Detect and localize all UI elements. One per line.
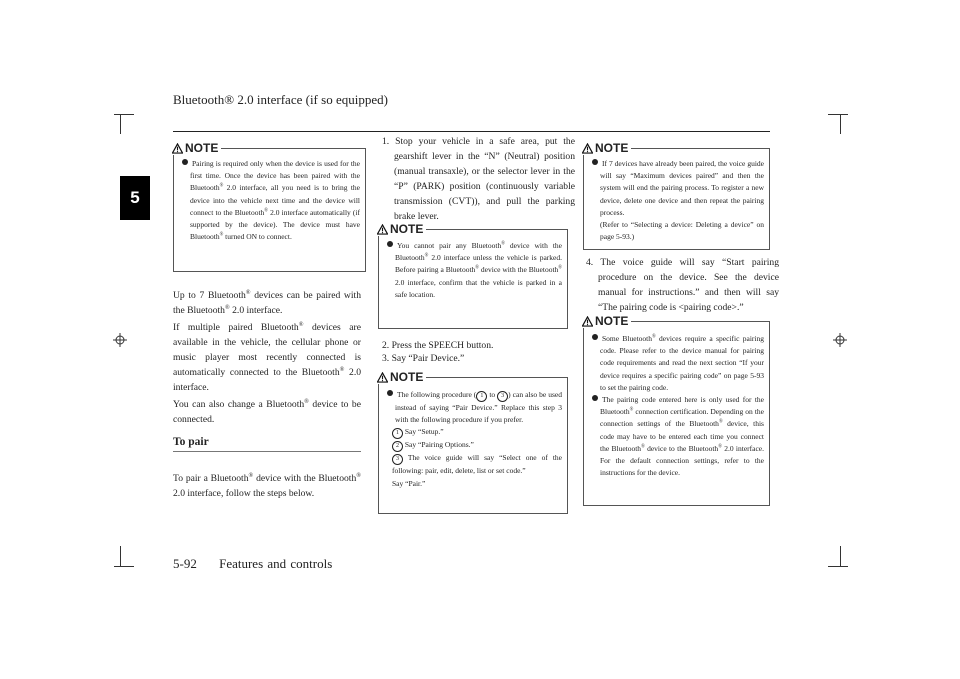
chapter-tab: 5 [120, 176, 150, 220]
note-box [378, 370, 568, 514]
note-substep: 3 The voice guide will say “Select one of the following: pair, edit, delete, list or set code.” Say “Pair.” [392, 453, 562, 488]
page-header-title: Bluetooth® 2.0 interface (if so equipped) [173, 92, 388, 107]
crop-mark [828, 114, 848, 115]
section-heading: To pair [173, 436, 361, 452]
paragraph: Up to 7 Bluetooth® devices can be paired with the Bluetooth® 2.0 interface. [173, 288, 361, 316]
note-substep: 2 Say “Pairing Options.” [384, 439, 562, 452]
warning-icon [582, 143, 593, 154]
note-label: NOTE [390, 222, 424, 236]
registration-mark-icon [833, 333, 847, 347]
note-bullet: Some Bluetooth® devices require a specific pairing code. Please refer to the device manual for pairing code requirements and read the next section “If your device requires a specific pairing code” on page 5-93 to set the pairing code. [589, 333, 764, 394]
note-bullet: Pairing is required only when the device is used for the first time. Once the device has been paired with the Bluetooth® 2.0 interface, all you need is to bring the device into the vehicle next time and the device will connect to the Bluetooth® 2.0 interface automatically (if supported by the device). The device must have Bluetooth® turned ON to connect. [179, 158, 360, 243]
note-heading [582, 314, 631, 328]
note-label: NOTE [185, 141, 219, 155]
crop-mark [840, 114, 841, 134]
crop-mark [120, 546, 121, 566]
note-label: NOTE [390, 370, 424, 384]
warning-icon [582, 316, 593, 327]
crop-mark [840, 546, 841, 566]
header-rule [173, 131, 770, 132]
note-body [589, 333, 764, 479]
step-4: 4. The voice guide will say “Start pairing procedure on the device. See the device manual for instructions.” and then will say “The pairing code is <pairing code>.” [586, 257, 779, 313]
warning-icon [377, 224, 388, 235]
step-2: 2. Press the SPEECH button. [382, 340, 494, 351]
note-heading [172, 141, 221, 155]
note-heading [377, 370, 426, 384]
note-label: NOTE [595, 314, 629, 328]
step-1: 1. Stop your vehicle in a safe area, put the gearshift lever in the “N” (Neutral) position (manual transaxle), or the selector lever in the “P” (PARK) position (continuously variable transmission (CVT)), and pull the parking brake lever. [382, 136, 575, 222]
page-number: 5-92 [173, 556, 197, 571]
warning-icon [172, 143, 183, 154]
note-body [384, 389, 562, 490]
note-box [173, 141, 366, 272]
crop-mark [114, 114, 134, 115]
note-box [583, 141, 770, 250]
note-bullet: The pairing code entered here is only used for the Bluetooth® connection certification. Depending on the connection settings of the Bluetooth® device, this code may have to be entered each time you connect the Bluetooth® device to the Bluetooth® 2.0 interface. For the default connection settings, refer to the instructions for the device. [589, 394, 764, 479]
warning-icon [377, 372, 388, 383]
note-body [384, 240, 562, 301]
note-bullet: If 7 devices have already been paired, the voice guide will say “Maximum devices paired” and then the system will end the pairing process. To register a new device, delete one device and then repeat the pairing process. (Refer to “Selecting a device: Deleting a device” on page 5-93.) [589, 158, 764, 243]
registration-mark-icon [113, 333, 127, 347]
crop-mark [828, 566, 848, 567]
note-body [589, 158, 764, 243]
note-heading [377, 222, 426, 236]
crop-mark [114, 566, 134, 567]
paragraph: If multiple paired Bluetooth® devices are available in the vehicle, the cellular phone or music player most recently connected is automatically connected to the Bluetooth® 2.0 interface. [173, 320, 362, 393]
note-box [583, 314, 770, 506]
note-bullet: The following procedure ( 1 to 3 ) can also be used instead of saying “Pair Device.” Replace this step 3 with the following procedure if you prefer. [384, 389, 562, 426]
note-label: NOTE [595, 141, 629, 155]
note-substep: 1 Say “Setup.” [384, 426, 562, 439]
footer-section: Features and controls [219, 556, 333, 571]
note-body [179, 158, 360, 243]
note-bullet: You cannot pair any Bluetooth® device with the Bluetooth® 2.0 interface unless the vehicle is parked. Before pairing a Bluetooth® device with the Bluetooth® 2.0 interface, confirm that the vehicle is parked in a safe location. [384, 240, 562, 301]
page-footer [173, 556, 332, 572]
note-box [378, 222, 568, 329]
note-heading [582, 141, 631, 155]
paragraph: You can also change a Bluetooth® device to be connected. [173, 397, 361, 425]
paragraph: To pair a Bluetooth® device with the Bluetooth® 2.0 interface, follow the steps below. [173, 471, 362, 499]
crop-mark [120, 114, 121, 134]
step-3: 3. Say “Pair Device.” [382, 353, 465, 364]
